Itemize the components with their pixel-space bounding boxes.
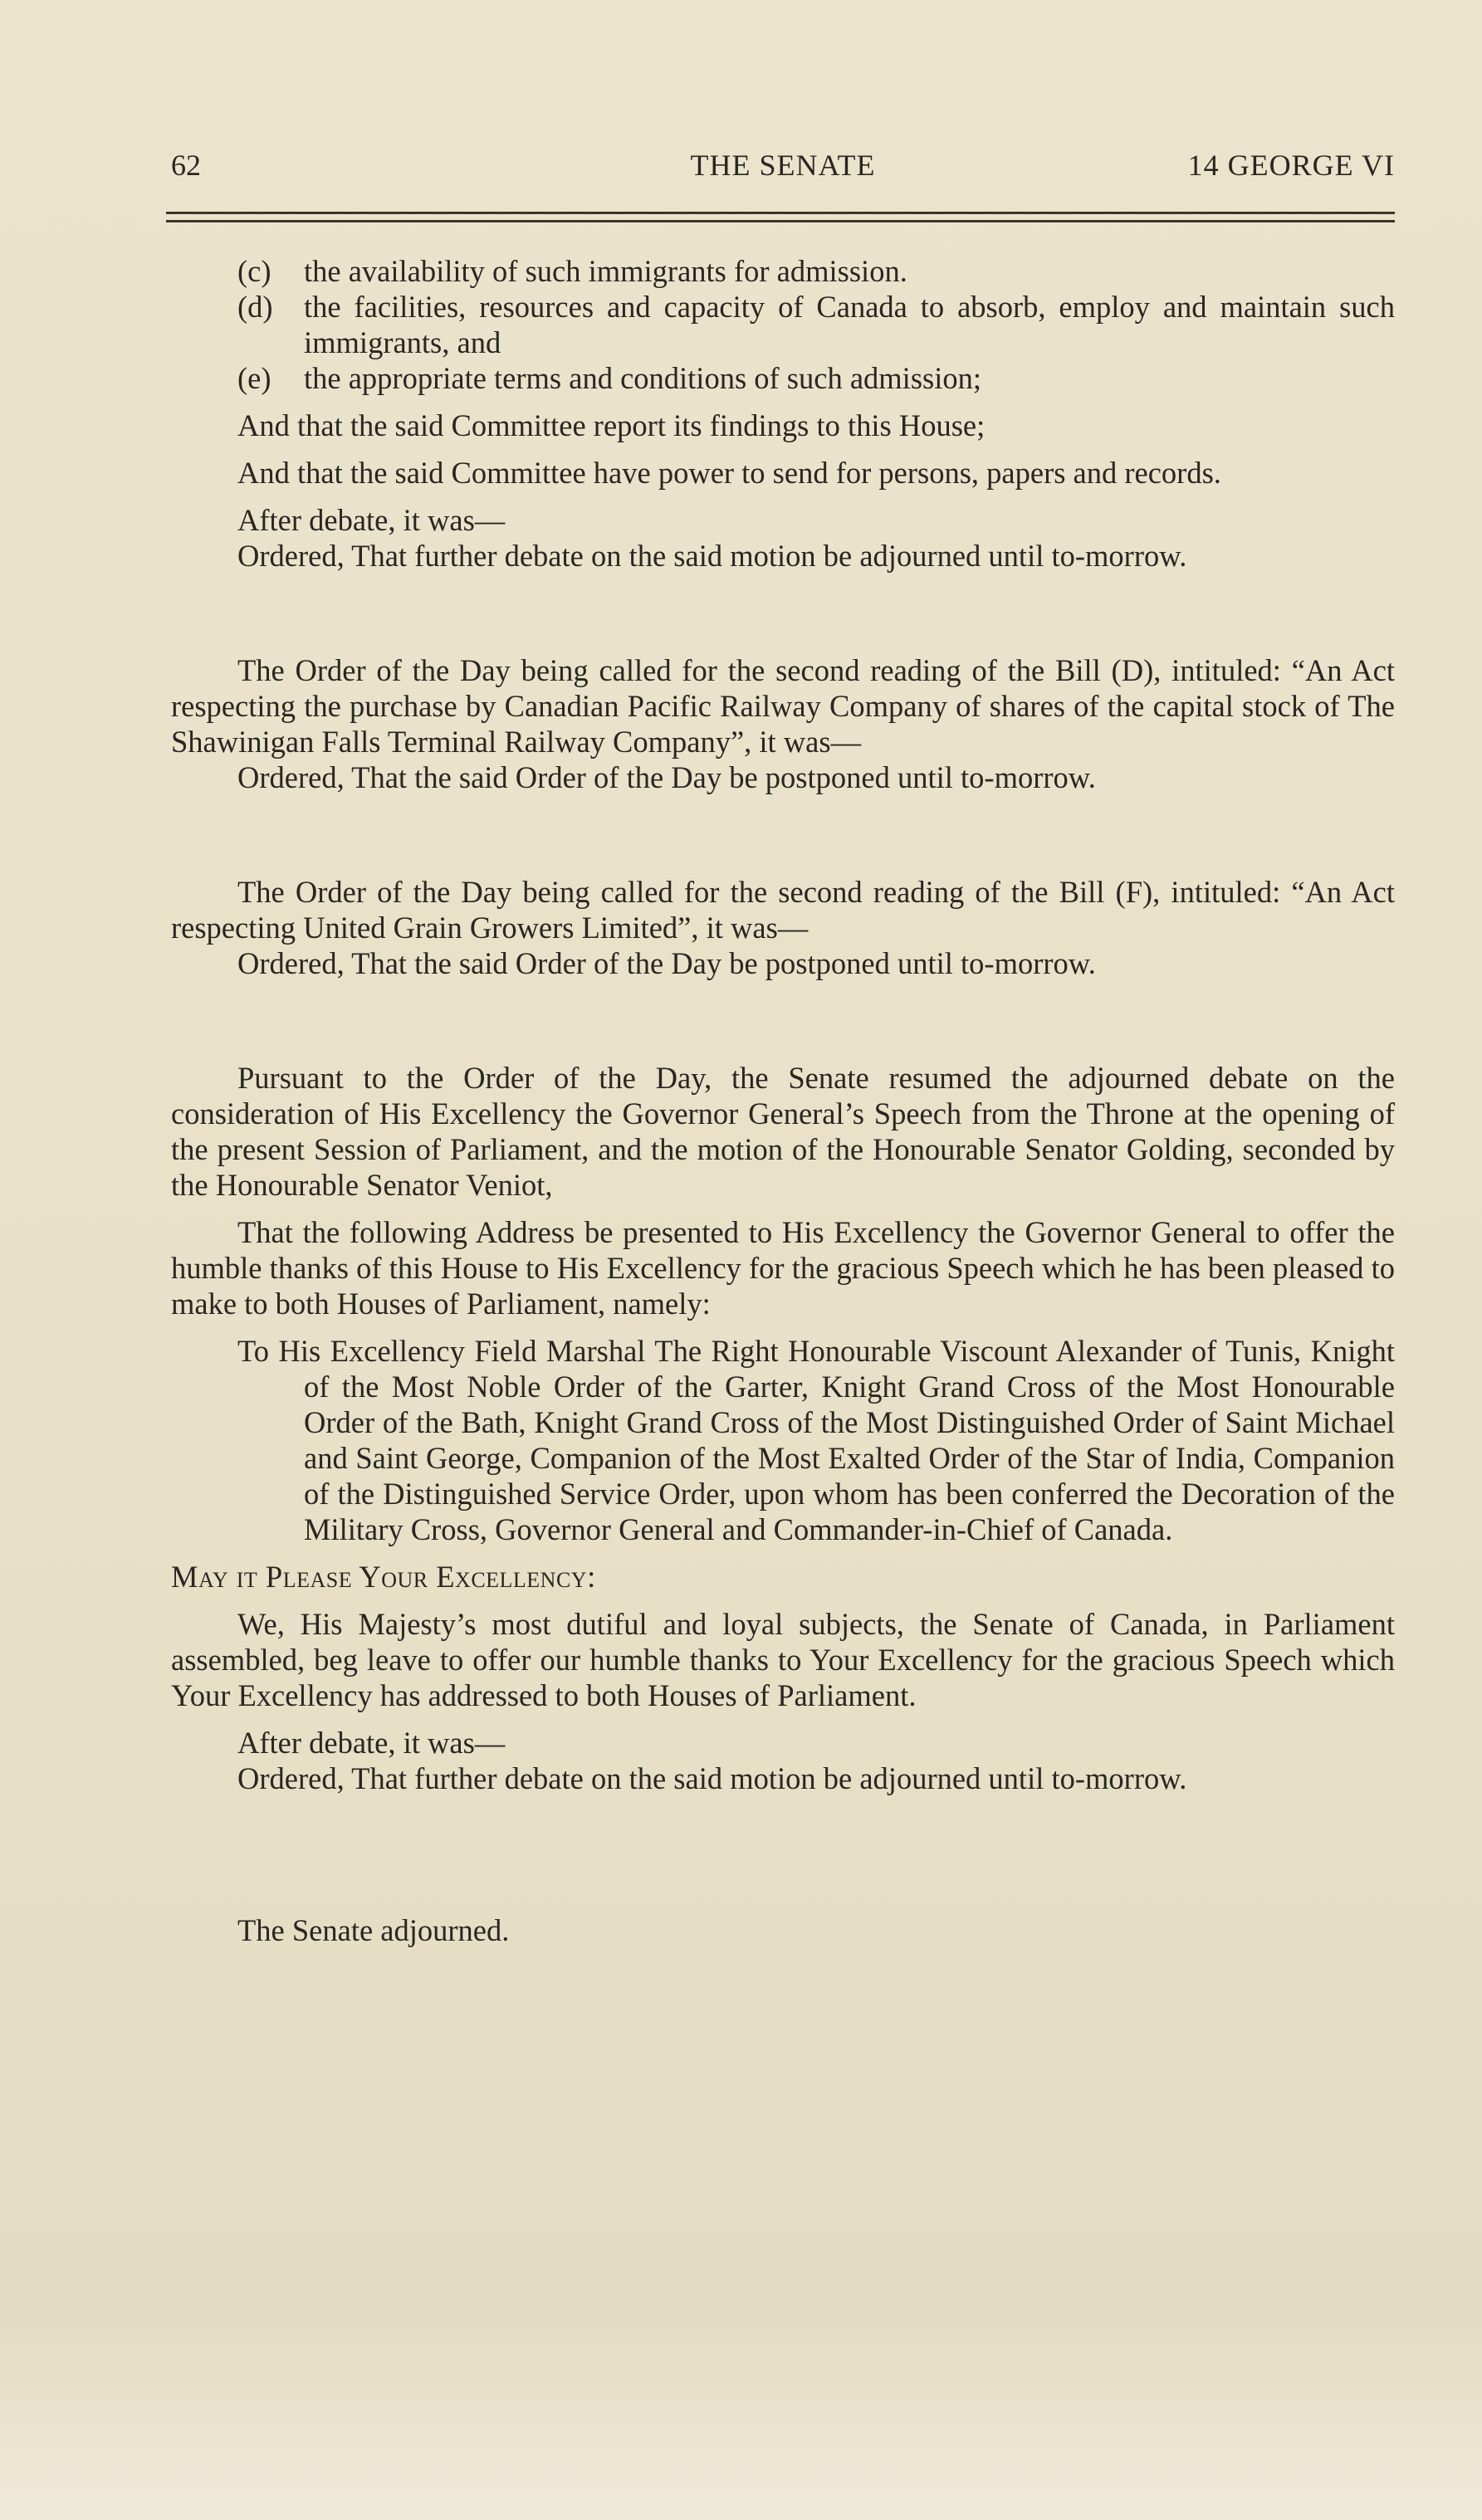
ordered-adjourned-2: Ordered, That further debate on the said motion be adjourned until to-morrow. — [237, 1761, 1187, 1795]
item-label: (d) — [237, 290, 273, 324]
running-title: THE SENATE — [690, 149, 876, 182]
page-body — [171, 253, 1395, 1948]
list-item — [171, 253, 1395, 289]
address-body: We, His Majesty’s most dutiful and loyal subjects, the Senate of Canada, in Parliament assembled, beg leave to offer our humble thanks to Your Excellency for the gracious Speech which Your Excellency has addressed to both Houses of Parliament. — [171, 1607, 1395, 1712]
power-paragraph: And that the said Committee have power to send for persons, papers and records. — [237, 456, 1221, 490]
page-header — [171, 148, 1395, 189]
regnal-year: 14 GEORGE VI — [1187, 149, 1395, 182]
senate-adjourned: The Senate adjourned. — [237, 1913, 510, 1947]
item-text: the facilities, resources and capacity of Canada to absorb, employ and maintain such immigrants, and — [304, 290, 1395, 359]
address-recipient: To His Excellency Field Marshal The Right Honourable Viscount Alexander of Tunis, Knight of the Most Noble Order of the Garter, Knight Grand Cross of the Most Honourable Order of the Bath, Knight Grand Cross of the Most Distinguished Order of Saint Michael and Saint George, Companion of the Most Exalted Order of the Star of India, Companion of the Distinguished Service Order, upon whom has been conferred the Decoration of the Military Cross, Governor General and Commander-in-Chief of Canada. — [237, 1334, 1395, 1546]
item-label: (e) — [237, 361, 271, 395]
item-label: (c) — [237, 254, 271, 288]
list-item — [171, 360, 1395, 396]
item-text: the availability of such immigrants for admission. — [304, 254, 907, 288]
bill-f-ordered: Ordered, That the said Order of the Day be postponed until to-morrow. — [237, 946, 1096, 980]
address-salutation: May it Please Your Excellency: — [171, 1560, 596, 1594]
address-motion: That the following Address be presented to His Excellency the Governor General to offer the humble thanks of this House to His Excellency for the gracious Speech which he has been pleased to make to both Houses of Parliament, namely: — [171, 1215, 1395, 1321]
bill-d-paragraph: The Order of the Day being called for the second reading of the Bill (D), intituled: “An Act respecting the purchase by Canadian Pacific Railway Company of shares of the capital stock of The Shawinigan Falls Terminal Railway Company”, it was— — [171, 653, 1395, 759]
header-rule-bottom — [166, 220, 1395, 222]
header-rule-top — [166, 212, 1395, 214]
page-number: 62 — [171, 149, 201, 182]
address-intro: Pursuant to the Order of the Day, the Senate resumed the adjourned debate on the consideration of His Excellency the Governor General’s Speech from the Throne at the opening of the present Session of Parliament, and the motion of the Honourable Senator Golding, seconded by the Honourable Senator Veniot, — [171, 1061, 1395, 1202]
bill-f-paragraph: The Order of the Day being called for the second reading of the Bill (F), intituled: “An Act respecting United Grain Growers Limited”, it was— — [171, 875, 1395, 945]
after-debate-1: After debate, it was— — [237, 503, 506, 537]
item-text: the appropriate terms and conditions of such admission; — [304, 361, 982, 395]
ordered-adjourned-1: Ordered, That further debate on the said motion be adjourned until to-morrow. — [237, 539, 1187, 573]
report-paragraph: And that the said Committee report its findings to this House; — [237, 408, 986, 442]
bill-d-ordered: Ordered, That the said Order of the Day be postponed until to-morrow. — [237, 760, 1096, 794]
after-debate-2: After debate, it was— — [237, 1726, 506, 1760]
list-item — [171, 289, 1395, 360]
